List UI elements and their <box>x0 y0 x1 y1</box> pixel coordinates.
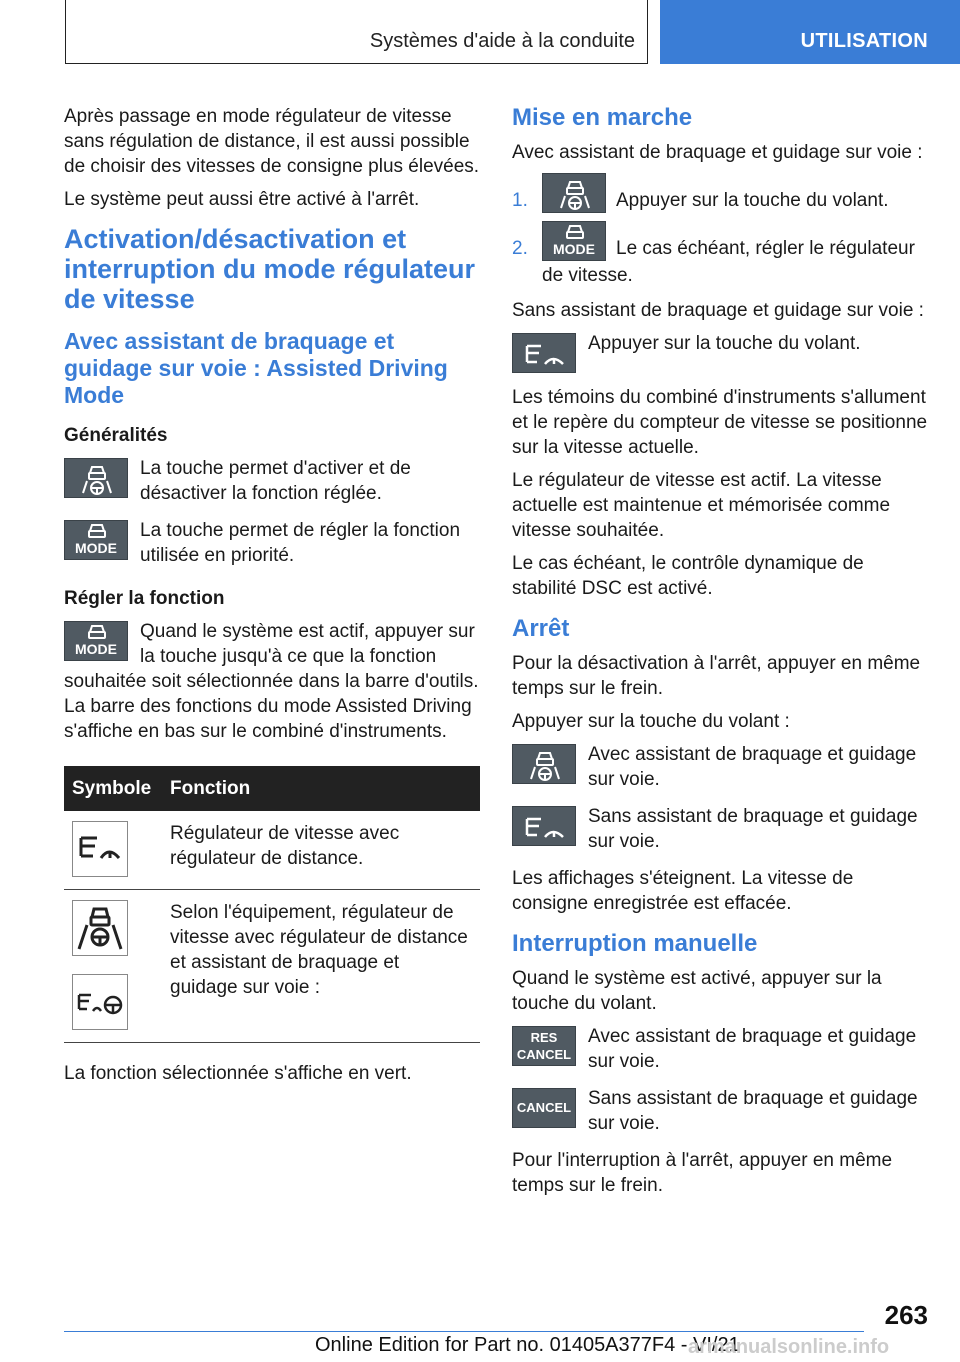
table-cell-function: Régulateur de vitesse avec régulateur de distance. <box>162 811 480 890</box>
table-row <box>64 890 480 1043</box>
table-cell-function: Selon l'équipement, régulateur de vitesse avec régulateur de distance et assistant de braquage et guidage sur voie : <box>162 890 480 1043</box>
paragraph-regler <box>64 619 482 744</box>
assist-steering-button-icon <box>542 173 606 213</box>
cruise-distance-icon <box>72 821 128 877</box>
cancel-label: CANCEL <box>516 1047 572 1062</box>
symbol-row-interr-sans <box>512 1086 932 1136</box>
startup-steps <box>512 173 932 288</box>
step-1 <box>512 173 932 213</box>
mode-button-icon <box>64 621 128 661</box>
arret-avec-text: Avec assistant de braquage et guidage sur voie. <box>588 744 917 790</box>
footer-edition: Online Edition for Part no. 01405A377F4 - VI/21 <box>315 1334 740 1356</box>
mode-label: MODE <box>75 641 117 657</box>
paragraph-green: La fonction sélectionnée s'affiche en vert. <box>64 1063 412 1084</box>
symbol-row-interr-avec <box>512 1024 932 1074</box>
heading-mise-en-marche: Mise en marche <box>512 104 693 131</box>
paragraph-actif: Le régulateur de vitesse est actif. La vitesse actuelle est maintenue et mémorisée comme vitesse souhaitée. <box>512 470 891 541</box>
footer-divider <box>64 1331 864 1332</box>
header-title: Systèmes d'aide à la conduite <box>369 30 635 52</box>
right-column <box>512 104 932 1206</box>
mode-button-icon <box>542 221 606 261</box>
page-number: 263 <box>884 1300 928 1330</box>
symbol-function-table <box>64 766 480 1043</box>
table-cell-symbol <box>64 811 162 890</box>
paragraph-avec-intro: Avec assistant de braquage et guidage sur voie : <box>512 142 923 163</box>
step-1-number: 1. <box>512 190 528 211</box>
cancel-label: CANCEL <box>516 1100 572 1115</box>
section-heading-activation: Activation/désactivation et interruption du mode régulateur de vitesse <box>64 224 476 314</box>
left-column <box>64 104 482 1094</box>
table-cell-symbol <box>64 890 162 1043</box>
header-box <box>65 0 648 64</box>
paragraph-temoins: Les témoins du combiné d'instruments s'allument et le repère du compteur de vitesse se positionne sur la vitesse actuelle. <box>512 387 928 458</box>
paragraph-arret-1: Pour la désactivation à l'arrêt, appuyer en même temps sur le frein. <box>512 653 921 699</box>
paragraph-dsc: Le cas échéant, le contrôle dynamique de stabilité DSC est activé. <box>512 553 864 599</box>
paragraph-stop-activation: Le système peut aussi être activé à l'arrêt. <box>64 189 420 210</box>
symbol-row-arret-avec <box>512 742 932 792</box>
paragraph-interr-2: Pour l'interruption à l'arrêt, appuyer en même temps sur le frein. <box>512 1150 893 1196</box>
table-header-symbol: Symbole <box>64 766 162 811</box>
heading-interruption: Interruption manuelle <box>512 930 758 957</box>
paragraph-arret-2: Appuyer sur la touche du volant : <box>512 711 790 732</box>
cruise-steering-icon <box>72 974 128 1030</box>
table-row <box>64 811 480 890</box>
symbol-row-sans <box>512 331 932 373</box>
step-2-continued: de vitesse. <box>542 265 633 286</box>
heading-regler: Régler la fonction <box>64 588 225 609</box>
step-1-text: Appuyer sur la touche du volant. <box>616 190 889 211</box>
assist-steering-button-icon <box>64 458 128 498</box>
mode-label: MODE <box>553 241 595 257</box>
interr-sans-text: Sans assistant de braquage et guidage sur voie. <box>588 1088 918 1134</box>
header-section-label: UTILISATION <box>800 30 928 52</box>
step-2 <box>512 221 932 261</box>
symbol-row-arret-sans <box>512 804 932 854</box>
mode-label: MODE <box>75 540 117 556</box>
subsection-heading-assisted-driving: Avec assistant de braquage et guidage sur voie : Assisted Driving Mode <box>64 328 448 408</box>
regler-text: Quand le système est actif, appuyer sur la touche jusqu'à ce que la fonction souhaitée soit sélectionnée dans la barre d'outils. La barre des fonctions du mode Assisted Driving s'affiche en bas sur le combiné d'instruments. <box>64 621 479 742</box>
cruise-button-icon <box>512 333 576 373</box>
interr-avec-text: Avec assistant de braquage et guidage sur voie. <box>588 1026 917 1072</box>
assist-steering-icon <box>72 900 128 956</box>
symbol-sans-text: Appuyer sur la touche du volant. <box>588 333 861 354</box>
heading-generalites: Généralités <box>64 425 168 446</box>
arret-sans-text: Sans assistant de braquage et guidage sur voie. <box>588 806 918 852</box>
heading-arret: Arrêt <box>512 615 570 642</box>
symbol-toggle-text: La touche permet d'activer et de désactiver la fonction réglée. <box>140 458 411 504</box>
symbol-mode-text: La touche permet de régler la fonction utilisée en priorité. <box>140 520 461 566</box>
assist-steering-button-icon <box>512 744 576 784</box>
step-2-text: Le cas échéant, régler le régulateur <box>616 238 915 259</box>
cancel-button-icon <box>512 1088 576 1128</box>
symbol-row-mode <box>64 518 482 568</box>
table-header-function: Fonction <box>162 766 480 811</box>
step-2-number: 2. <box>512 238 528 259</box>
res-cancel-button-icon <box>512 1026 576 1066</box>
symbol-row-toggle <box>64 456 482 506</box>
paragraph-arret-3: Les affichages s'éteignent. La vitesse de consigne enregistrée est effacée. <box>512 868 854 914</box>
paragraph-sans-intro: Sans assistant de braquage et guidage sur voie : <box>512 300 924 321</box>
header-section-tab[interactable] <box>660 0 960 64</box>
res-label: RES <box>530 1030 558 1045</box>
mode-button-icon <box>64 520 128 560</box>
paragraph-interr-1: Quand le système est activé, appuyer sur la touche du volant. <box>512 968 882 1014</box>
watermark: armanualsonline.info <box>688 1336 890 1358</box>
paragraph-intro: Après passage en mode régulateur de vitesse sans régulation de distance, il est aussi possible de choisir des vitesses de consigne plus élevées. <box>64 106 480 177</box>
cruise-button-icon <box>512 806 576 846</box>
